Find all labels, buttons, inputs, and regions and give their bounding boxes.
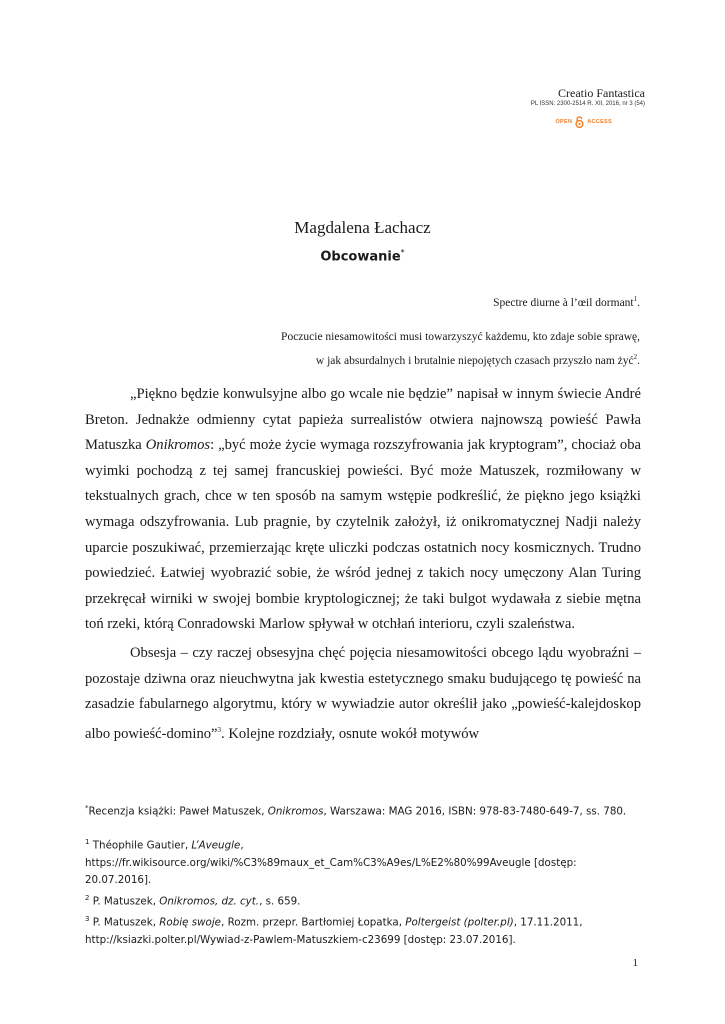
footnote-1-title: L’Aveugle bbox=[191, 839, 241, 852]
paragraph-2-part-a: Obsesja – czy raczej obsesyjna chęć pojęcia niesamowitości obcego lądu wyobraźni – pozostaje dziwna oraz nieuchwytna jak kwestia estetycznego smaku budującego tę powieść na zasadzie fabularnego algorytmu, który w wywiadzie autor określił jako „powieść-kalejdoskop albo powieść-domino” bbox=[85, 644, 641, 742]
paragraph-1-part-b: : „być może życie wymaga rozszyfrowania jak kryptogram”, chociaż oba wyimki pochodzą z tej samej francuskiej powieści. Być może Matuszek, rozmiłowany w tekstualnych grach, chce w ten sposób na samym wstępie podkreślić, że piękno jego książki wymaga odszyfrowania. Lub pragnie, by czytelnik założył, iż onikromatycznej Nadji należy uparcie poszukiwać, przemierzając kręte uliczki podczas ostatnich nocy kosmicznych. Trudno powiedzieć. Łatwiej wyobrazić sobie, że wśród jednej z takich nocy umęczony Alan Turing przekręcał wirniki w swojej bombie kryptologicznej; że taki bulgot wydawała z siebie mętna toń rzeki, którą Conradowski Marlow spływał w otchłań interioru, czyli szaleństwa. bbox=[85, 437, 642, 633]
journal-header bbox=[531, 86, 645, 109]
footnote-1-link[interactable]: , https://fr.wikisource.org/wiki/%C3%89maux_et_Cam%C3%A9es/L%E2%80%99Aveugle [dostęp: 20.07.2016]. bbox=[85, 839, 577, 887]
body-text bbox=[85, 382, 641, 747]
footnote-1-number: 1 bbox=[85, 837, 90, 846]
page-number: 1 bbox=[632, 957, 638, 969]
footnote-3 bbox=[85, 911, 641, 949]
footnote-2-part-b: , s. 659. bbox=[259, 895, 301, 908]
footnotes bbox=[85, 800, 641, 949]
footnote-3-part-a: P. Matuszek, bbox=[92, 916, 160, 929]
epigraph-2-end: . bbox=[637, 354, 640, 367]
journal-issn: PL ISSN: 2300-2514 R. XII, 2016, nr 3 (54) bbox=[530, 101, 645, 107]
footnote-3-part-b: , Rozm. przepr. Bartłomiej Łopatka, bbox=[221, 916, 406, 929]
article-title bbox=[0, 248, 725, 264]
footnote-ref-2[interactable]: 2 bbox=[633, 353, 638, 361]
epigraph-1 bbox=[493, 295, 640, 309]
title-footnote-mark[interactable]: * bbox=[400, 248, 405, 257]
footnote-star bbox=[85, 800, 641, 821]
paragraph-1-part-a: „Piękno będzie konwulsyjne albo go wcale nie będzie” napisał w innym świecie André Breton. Jednakże odmienny cytat papieża surrealistów otwiera najnowszą powieść Pawła Matuszka bbox=[85, 386, 641, 454]
epigraph-1-end: . bbox=[637, 296, 640, 309]
footnote-2-title: Onikromos, dz. cyt. bbox=[159, 895, 260, 908]
footnote-star-title: Onikromos bbox=[267, 805, 324, 818]
open-access-lock-icon bbox=[575, 116, 584, 128]
footnote-star-part-a: Recenzja książki: Paweł Matuszek, bbox=[88, 805, 268, 818]
epigraph-2-line-1: Poczucie niesamowitości musi towarzyszyć każdemu, kto zdaje sobie sprawę, bbox=[281, 331, 640, 343]
journal-name: Creatio Fantastica bbox=[558, 86, 645, 100]
footnote-2-number: 2 bbox=[85, 893, 90, 902]
footnote-3-number: 3 bbox=[85, 914, 90, 923]
access-label: ACCESS bbox=[587, 119, 612, 125]
footnote-3-link[interactable]: , 17.11.2011, http://ksiazki.polter.pl/Wywiad-z-Pawlem-Matuszkiem-c23699 [dostęp: 23.07.2016]. bbox=[85, 916, 583, 946]
article-author: Magdalena Łachacz bbox=[294, 218, 431, 237]
footnote-2-part-a: P. Matuszek, bbox=[92, 895, 160, 908]
paragraph-2-part-b: . Kolejne rozdziały, osnute wokół motywów bbox=[221, 725, 480, 742]
book-title: Onikromos bbox=[145, 437, 211, 454]
footnote-1 bbox=[85, 834, 641, 890]
epigraph-2-line-2 bbox=[281, 347, 640, 371]
paragraph-1 bbox=[85, 382, 641, 638]
footnote-1-part-a: Théophile Gautier, bbox=[92, 839, 192, 852]
footnote-3-title-2: Poltergeist (polter.pl) bbox=[405, 916, 514, 929]
epigraph-2 bbox=[281, 327, 640, 371]
epigraph-2-line-2-text: w jak absurdalnych i brutalnie niepojętych czasach przyszło nam żyć bbox=[315, 354, 634, 367]
footnote-star-part-b: , Warszawa: MAG 2016, ISBN: 978-83-7480-649-7, ss. 780. bbox=[323, 805, 627, 818]
article-title-text: Obcowanie bbox=[320, 249, 401, 265]
footnote-star-mark: * bbox=[85, 804, 89, 812]
footnote-2 bbox=[85, 890, 641, 911]
footnote-ref-3[interactable]: 3 bbox=[217, 725, 222, 734]
open-access-badge bbox=[555, 116, 612, 128]
footnote-3-title-1: Robię swoje bbox=[159, 916, 222, 929]
epigraph-1-text: Spectre diurne à l’œil dormant bbox=[493, 296, 634, 309]
paragraph-2 bbox=[85, 641, 641, 747]
footnote-ref-1[interactable]: 1 bbox=[633, 295, 638, 303]
open-label: OPEN bbox=[555, 119, 573, 125]
